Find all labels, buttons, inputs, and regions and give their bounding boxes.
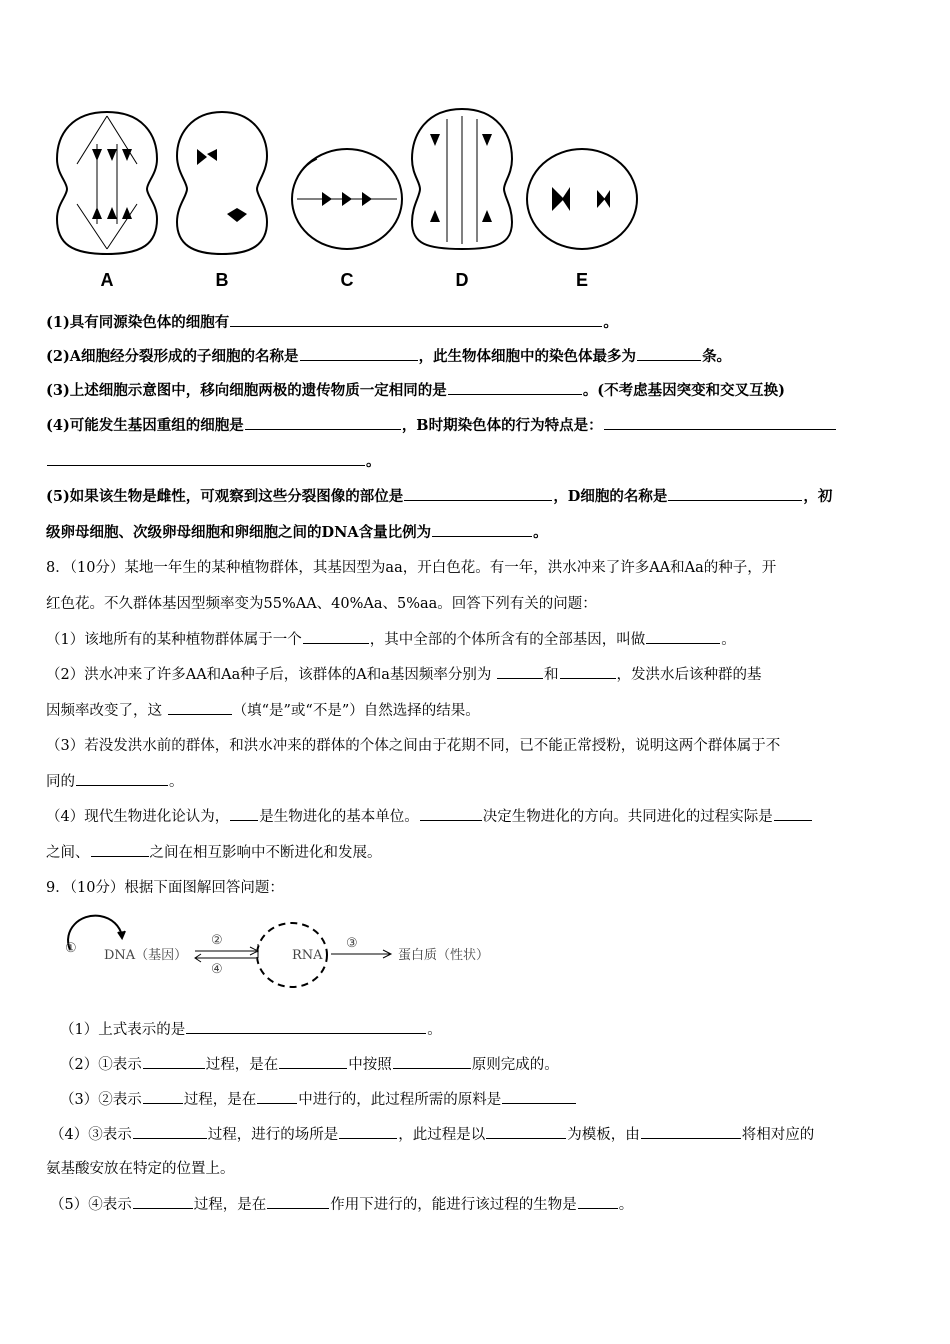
q8-p2: （2）洪水冲来了许多AA和Aa种子后，该群体的A和a基因频率分别为 和 ，发洪水后该种群的基 [46, 664, 762, 685]
answer-blank[interactable] [486, 1124, 566, 1139]
label-c: C [340, 270, 354, 290]
cell-e-outline [527, 149, 637, 249]
answer-blank[interactable] [133, 1194, 193, 1209]
q7-p4: (4)可能发生基因重组的细胞是 ，B时期染色体的行为特点是： [46, 415, 837, 436]
q8-p4-cont: 之间、 之间在相互影响中不断进化和发展。 [46, 842, 382, 863]
step-4-label: ④ [211, 962, 223, 977]
answer-blank[interactable] [168, 700, 232, 715]
answer-blank[interactable] [668, 486, 802, 501]
answer-blank[interactable] [774, 806, 812, 821]
answer-blank[interactable] [267, 1194, 329, 1209]
q9-p3: （3）②表示 过程，是在 中进行的，此过程所需的原料是 [60, 1089, 577, 1110]
answer-blank[interactable] [637, 346, 701, 361]
q9-intro: 9．（10分）根据下面图解回答问题： [46, 880, 284, 896]
q7-p4-cont: 。 [46, 451, 381, 472]
q9-p1: （1）上式表示的是 。 [60, 1019, 442, 1040]
answer-blank[interactable] [497, 664, 543, 679]
answer-blank[interactable] [279, 1054, 347, 1069]
q7-p2: (2)A细胞经分裂形成的子细胞的名称是 ，此生物体细胞中的染色体最多为 条。 [46, 348, 732, 365]
answer-blank[interactable] [186, 1019, 426, 1034]
q8-intro-1: 8．（10分）某地一年生的某种植物群体，其基因型为aa，开白色花。有一年，洪水冲来了许多AA和Aa的种子，开 [46, 560, 777, 576]
q8-intro-2: 红色花。不久群体基因型频率变为55%AA、40%Aa、5%aa。回答下列有关的问题： [46, 596, 597, 612]
label-e: E [575, 270, 589, 290]
answer-blank[interactable] [76, 771, 168, 786]
step-3-label: ③ [346, 936, 358, 951]
answer-blank[interactable] [143, 1089, 183, 1104]
q8-p4: （4）现代生物进化论认为， 是生物进化的基本单位。 决定生物进化的方向。共同进化的过程实际是 [46, 806, 813, 827]
q7-p5-cont: 级卵母细胞、次级卵母细胞和卵细胞之间的DNA含量比例为 。 [46, 524, 548, 541]
answer-blank[interactable] [578, 1194, 618, 1209]
answer-blank[interactable] [448, 380, 582, 395]
cell-b-outline [177, 112, 267, 254]
step-1-label: ① [65, 941, 77, 956]
answer-blank[interactable] [300, 346, 418, 361]
protein-label: 蛋白质（性状） [398, 948, 490, 963]
q9-p4: （4）③表示 过程，进行的场所是 ，此过程是以 为模板，由 将相对应的 [50, 1124, 814, 1145]
central-dogma-diagram [60, 908, 530, 988]
answer-blank[interactable] [133, 1124, 207, 1139]
answer-blank[interactable] [303, 629, 369, 644]
answer-blank[interactable] [393, 1054, 471, 1069]
answer-blank[interactable] [230, 312, 602, 327]
step-2-label: ② [211, 933, 223, 948]
q9-p5: （5）④表示 过程，是在 作用下进行的，能进行该过程的生物是 。 [50, 1194, 633, 1215]
label-b: B [215, 270, 229, 290]
q7-p1: (1)具有同源染色体的细胞有 。 [46, 314, 618, 331]
answer-blank[interactable] [420, 806, 482, 821]
answer-blank[interactable] [245, 415, 401, 430]
cell-a-outline [57, 112, 157, 254]
answer-blank[interactable] [604, 415, 836, 430]
q9-p2: （2）①表示 过程，是在 中按照 原则完成的。 [60, 1054, 559, 1075]
answer-blank[interactable] [47, 451, 365, 466]
cell-division-figure [52, 104, 652, 294]
answer-blank[interactable] [257, 1089, 297, 1104]
answer-blank[interactable] [91, 842, 149, 857]
label-a: A [100, 270, 114, 290]
answer-blank[interactable] [143, 1054, 205, 1069]
q7-p5: (5)如果该生物是雌性，可观察到这些分裂图像的部位是 ，D细胞的名称是 ，初 [46, 488, 833, 505]
q8-p2-cont: 因频率改变了，这 （填“是”或“不是”）自然选择的结果。 [46, 700, 480, 721]
answer-blank[interactable] [502, 1089, 576, 1104]
answer-blank[interactable] [641, 1124, 741, 1139]
rna-label: RNA [292, 948, 323, 963]
answer-blank[interactable] [339, 1124, 397, 1139]
q8-p3: （3）若没发洪水前的群体，和洪水冲来的群体的个体之间由于花期不同，已不能正常授粉，说明这两个群体属于不 [46, 738, 781, 754]
q8-p3-cont: 同的 。 [46, 771, 184, 792]
answer-blank[interactable] [230, 806, 258, 821]
answer-blank[interactable] [432, 522, 532, 537]
q8-p1: （1）该地所有的某种植物群体属于一个 ，其中全部的个体所含有的全部基因，叫做 。 [46, 629, 736, 650]
label-d: D [455, 270, 469, 290]
answer-blank[interactable] [404, 486, 552, 501]
q9-p4-cont: 氨基酸安放在特定的位置上。 [46, 1161, 235, 1177]
answer-blank[interactable] [560, 664, 616, 679]
q7-p3: (3)上述细胞示意图中，移向细胞两极的遗传物质一定相同的是 。(不考虑基因突变和交叉互换) [46, 382, 786, 399]
dna-label: DNA（基因） [104, 948, 188, 963]
answer-blank[interactable] [646, 629, 720, 644]
